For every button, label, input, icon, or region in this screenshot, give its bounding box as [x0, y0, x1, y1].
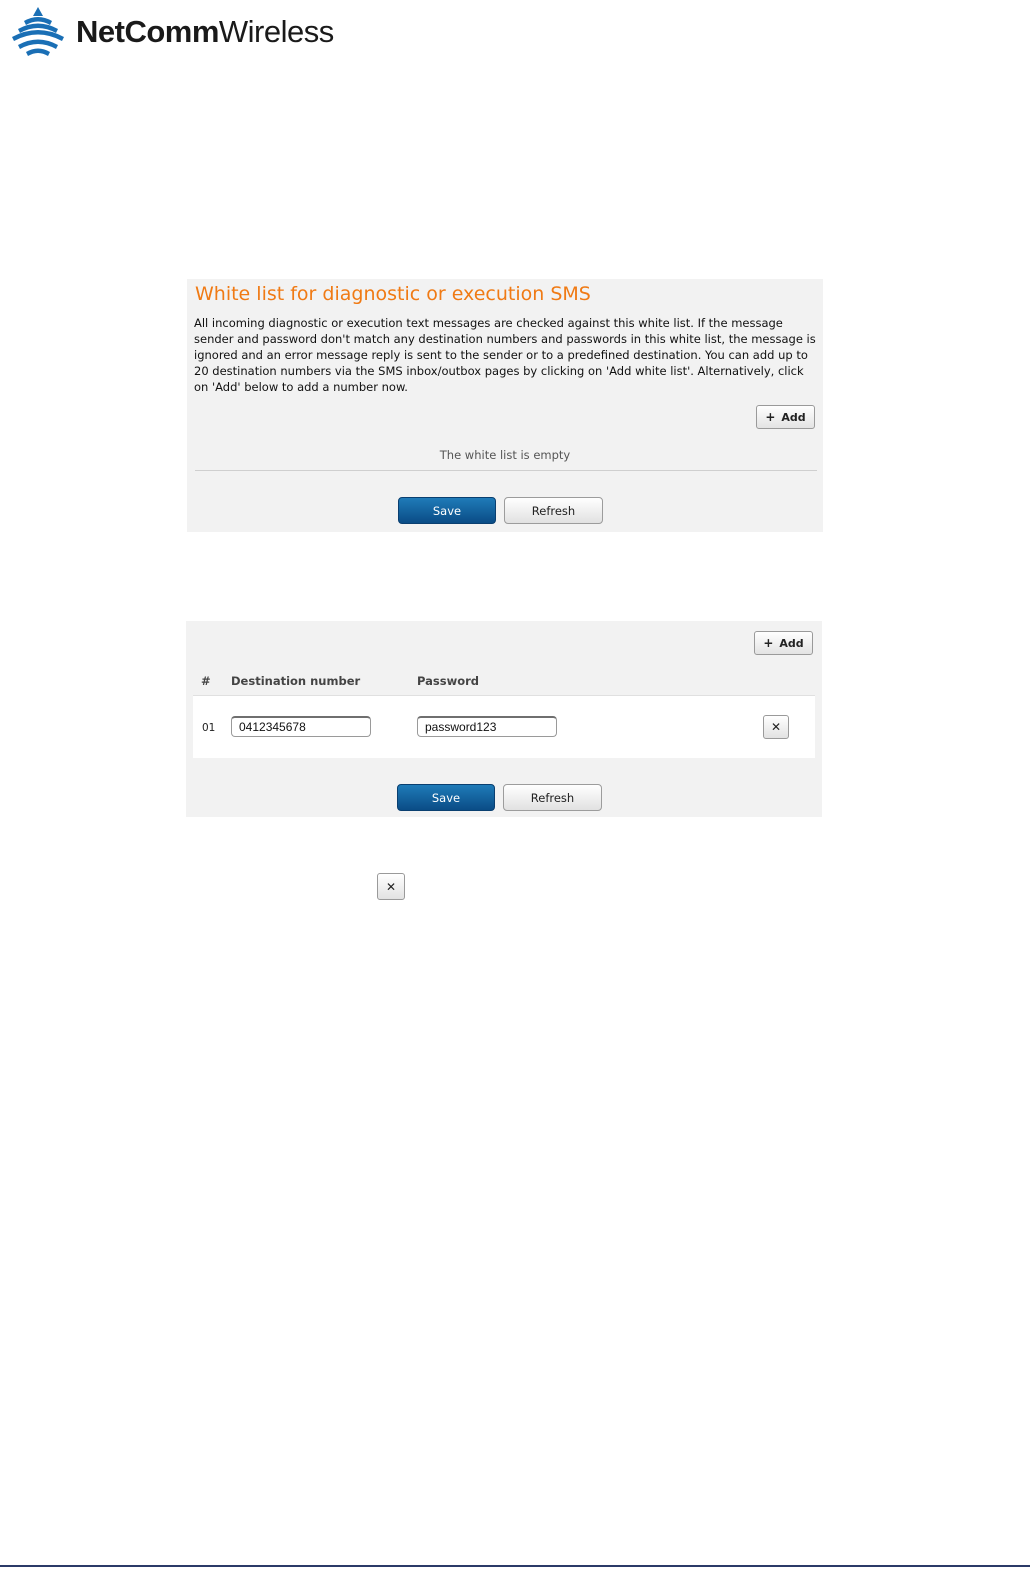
refresh-button-label: Refresh	[531, 503, 576, 518]
plus-icon: +	[765, 410, 776, 424]
column-header-index: #	[201, 674, 211, 688]
close-icon: ✕	[385, 879, 397, 894]
save-button[interactable]	[398, 497, 496, 524]
close-icon: ✕	[770, 720, 782, 734]
divider	[195, 470, 817, 471]
column-header-password: Password	[417, 674, 479, 688]
empty-list-message: The white list is empty	[439, 448, 571, 462]
wifi-signal-logo-icon	[10, 7, 66, 57]
refresh-button[interactable]	[504, 497, 603, 524]
brand-bold: NetComm	[76, 14, 219, 49]
add-button-label: Add	[781, 410, 806, 424]
brand-light: Wireless	[218, 14, 334, 49]
add-button[interactable]	[756, 405, 815, 429]
delete-row-button[interactable]	[763, 715, 789, 739]
panel-title: White list for diagnostic or execution SMS	[195, 283, 591, 305]
row-index: 01	[202, 722, 216, 734]
column-header-destination: Destination number	[231, 674, 361, 688]
panel-description: All incoming diagnostic or execution text messages are checked against this white list. If the message sender and password don't match any destination numbers and passwords in this white list, the message is ignored and an error message reply is sent to the sender or to a predefined destination. You can add up to 20 destination numbers via the SMS inbox/outbox pages by clicking on 'Add white list'. Alternatively, click on 'Add' below to add a number now.	[194, 316, 816, 394]
white-list-panel-empty	[187, 279, 823, 532]
plus-icon: +	[763, 636, 774, 650]
refresh-button[interactable]	[503, 784, 602, 811]
delete-button[interactable]	[377, 873, 405, 900]
password-input[interactable]	[417, 716, 557, 737]
brand-name	[76, 14, 334, 50]
table-row	[193, 695, 815, 758]
save-button-label: Save	[432, 503, 462, 518]
refresh-button-label: Refresh	[530, 790, 575, 805]
add-button-label: Add	[779, 636, 804, 650]
netcomm-logo	[10, 6, 334, 58]
save-button-label: Save	[431, 790, 461, 805]
save-button[interactable]	[397, 784, 495, 811]
white-list-panel-with-entry	[186, 621, 822, 817]
add-button[interactable]	[754, 631, 813, 655]
footer-divider	[0, 1565, 1030, 1567]
destination-number-input[interactable]	[231, 716, 371, 737]
